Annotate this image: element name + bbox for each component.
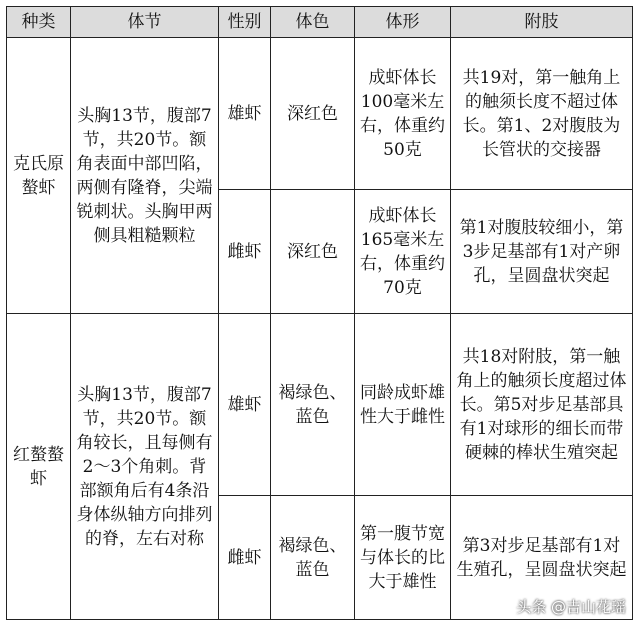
color-cell: 深红色: [271, 38, 355, 190]
table-row: [7, 38, 633, 190]
species-cell: 克氏原螯虾: [7, 38, 71, 314]
shape-cell: 第一腹节宽与体长的比大于雄性: [355, 496, 451, 620]
species-cell: 红螯螯虾: [7, 314, 71, 620]
header-shape: 体形: [355, 7, 451, 38]
crayfish-comparison-table: [6, 6, 633, 620]
shape-cell: 同龄成虾雄性大于雌性: [355, 314, 451, 496]
appendages-cell: 第3对步足基部有1对生殖孔，呈圆盘状突起: [451, 496, 633, 620]
header-row: [7, 7, 633, 38]
segments-cell: 头胸13节，腹部7节，共20节。额角表面中部凹陷，两侧有隆脊，尖端锐刺状。头胸甲两侧具粗糙颗粒: [71, 38, 219, 314]
shape-cell: 成虾体长100毫米左右，体重约50克: [355, 38, 451, 190]
appendages-cell: 共18对附肢，第一触角上的触须长度超过体长。第5对步足基部具有1对球形的细长而带硬棘的棒状生殖突起: [451, 314, 633, 496]
header-sex: 性别: [219, 7, 271, 38]
header-appendages: 附肢: [451, 7, 633, 38]
shape-cell: 成虾体长165毫米左右，体重约70克: [355, 190, 451, 314]
sex-cell: 雄虾: [219, 314, 271, 496]
sex-cell: 雌虾: [219, 496, 271, 620]
sex-cell: 雌虾: [219, 190, 271, 314]
appendages-cell: 共19对，第一触角上的触须长度不超过体长。第1、2对腹肢为长管状的交接器: [451, 38, 633, 190]
table-row: [7, 314, 633, 496]
watermark: 头条 @吉山花瑶: [516, 598, 626, 616]
color-cell: 深红色: [271, 190, 355, 314]
color-cell: 褐绿色、蓝色: [271, 496, 355, 620]
appendages-cell: 第1对腹肢较细小，第3步足基部有1对产卵孔，呈圆盘状突起: [451, 190, 633, 314]
color-cell: 褐绿色、蓝色: [271, 314, 355, 496]
header-color: 体色: [271, 7, 355, 38]
sex-cell: 雄虾: [219, 38, 271, 190]
segments-cell: 头胸13节，腹部7节，共20节。额角较长，且每侧有2～3个角刺。背部额角后有4条沿身体纵轴方向排列的脊，左右对称: [71, 314, 219, 620]
header-species: 种类: [7, 7, 71, 38]
header-segments: 体节: [71, 7, 219, 38]
